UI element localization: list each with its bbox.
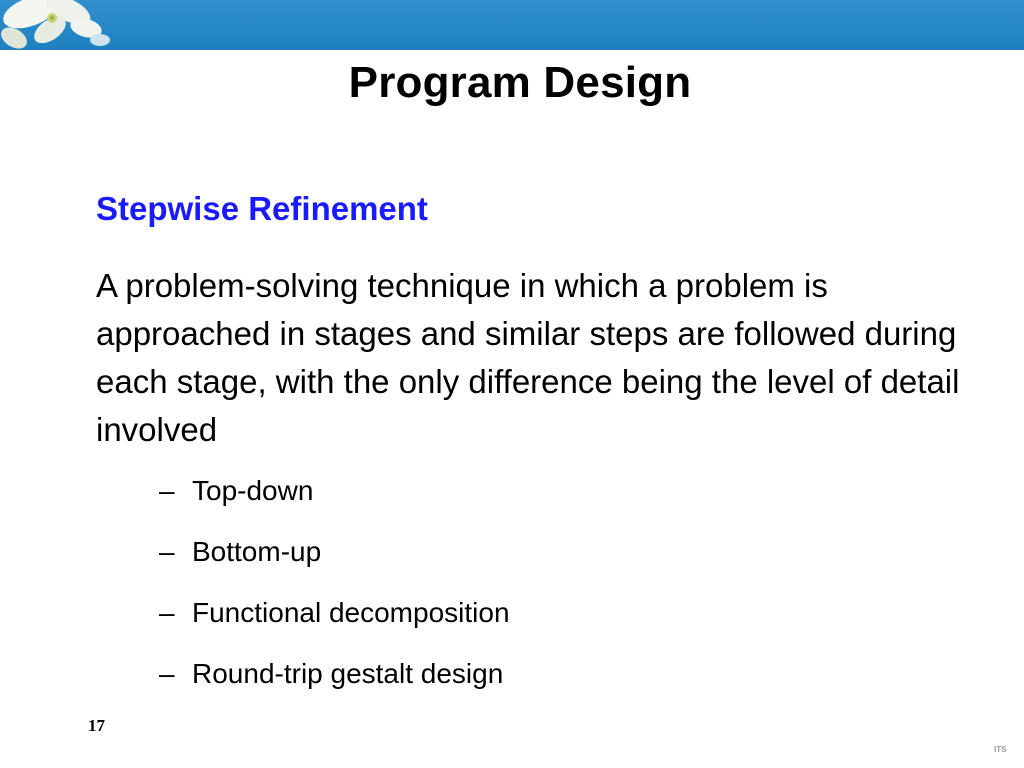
slide-title: Program Design [348, 58, 692, 107]
list-item [159, 593, 510, 654]
list-item [159, 471, 510, 532]
list-item-label: Bottom-up [192, 536, 322, 567]
page-number: 17 [88, 716, 105, 735]
list-item [159, 654, 510, 715]
list-item [159, 532, 510, 593]
flower-petals-icon [0, 0, 110, 50]
list-item-label: Round-trip gestalt design [192, 658, 504, 689]
dash-bullet: – [159, 597, 175, 628]
list-item-label: Functional decomposition [192, 597, 510, 628]
corner-logo-mark: ITS [994, 745, 1007, 754]
dash-bullet: – [159, 536, 175, 567]
definition-text: A problem-solving technique in which a problem is approached in stages and similar steps are followed during each stage, with the only difference being the level of detail involved [96, 267, 960, 448]
section-heading: Stepwise Refinement [96, 190, 428, 227]
approach-list [159, 471, 510, 715]
list-item-label: Top-down [192, 475, 314, 506]
dash-bullet: – [159, 475, 175, 506]
dash-bullet: – [159, 658, 175, 689]
banner-sheen [0, 0, 1024, 50]
header-banner [0, 0, 1024, 50]
